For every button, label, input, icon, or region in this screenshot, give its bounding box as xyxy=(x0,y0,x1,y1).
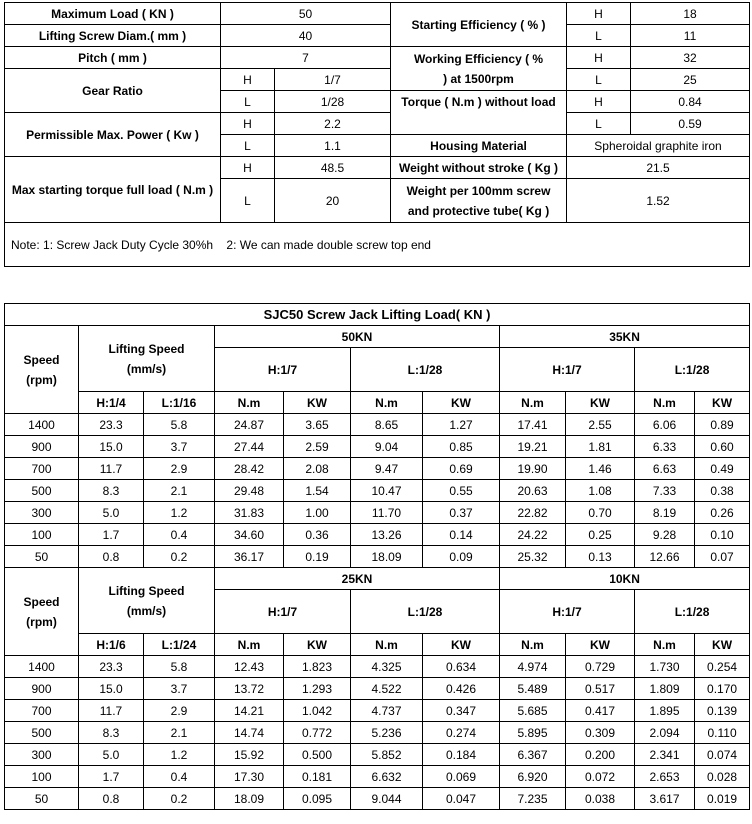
table-row xyxy=(5,700,750,722)
kw-header: KW xyxy=(284,634,351,656)
torque-full-h-key: H xyxy=(221,157,275,179)
table-cell: 2.9 xyxy=(144,700,215,722)
table-cell: 0.110 xyxy=(695,722,750,744)
table-cell: 17.30 xyxy=(215,766,284,788)
table-cell: 12.66 xyxy=(635,546,695,568)
table-cell: 50 xyxy=(5,788,79,810)
table-cell: 1.730 xyxy=(635,656,695,678)
note-text: Note: 1: Screw Jack Duty Cycle 30%h 2: We can made double screw top end xyxy=(5,223,750,267)
table-cell: 2.9 xyxy=(144,458,215,480)
power-h-key: H xyxy=(221,113,275,135)
table-cell: 0.85 xyxy=(423,436,500,458)
table-cell: 6.63 xyxy=(635,458,695,480)
gear-ratio-h-key: H xyxy=(221,69,275,91)
nm-header: N.m xyxy=(500,392,566,414)
table-cell: 5.0 xyxy=(79,744,144,766)
power-label: Permissible Max. Power ( Kw ) xyxy=(5,113,221,157)
table-row xyxy=(5,546,750,568)
table-cell: 8.3 xyxy=(79,722,144,744)
table-cell: 0.2 xyxy=(144,546,215,568)
table-row xyxy=(5,766,750,788)
table-cell: 0.07 xyxy=(695,546,750,568)
table-cell: 1.2 xyxy=(144,744,215,766)
table-cell: 6.06 xyxy=(635,414,695,436)
ratio-l-header: L:1/28 xyxy=(635,348,750,392)
table-cell: 7.235 xyxy=(500,788,566,810)
table-cell: 0.729 xyxy=(566,656,635,678)
kw-header: KW xyxy=(566,392,635,414)
table-cell: 10.47 xyxy=(351,480,423,502)
table-cell: 1.81 xyxy=(566,436,635,458)
table-cell: 28.42 xyxy=(215,458,284,480)
start-eff-label: Starting Efficiency ( % ) xyxy=(391,3,567,47)
screw-diam-label: Lifting Screw Diam.( mm ) xyxy=(5,25,221,47)
weight-label: Weight without stroke ( Kg ) xyxy=(391,157,567,179)
table-cell: 0.181 xyxy=(284,766,351,788)
nm-header: N.m xyxy=(215,392,284,414)
ratio-h-header: H:1/7 xyxy=(215,590,351,634)
table-row xyxy=(5,744,750,766)
torque-full-l-value: 20 xyxy=(275,179,391,223)
table-cell: 0.309 xyxy=(566,722,635,744)
kw-header: KW xyxy=(695,392,750,414)
nm-header: N.m xyxy=(351,392,423,414)
block2-rows xyxy=(5,656,750,810)
block1-rows xyxy=(5,414,750,568)
table-cell: 24.22 xyxy=(500,524,566,546)
table-row xyxy=(5,502,750,524)
table-cell: 18.09 xyxy=(215,788,284,810)
table-cell: 0.38 xyxy=(695,480,750,502)
table-cell: 23.3 xyxy=(79,414,144,436)
weight100-value: 1.52 xyxy=(567,179,750,223)
torque-noload-l-value: 0.59 xyxy=(631,113,750,135)
pitch-label: Pitch ( mm ) xyxy=(5,47,221,69)
table-cell: 5.852 xyxy=(351,744,423,766)
table-cell: 2.341 xyxy=(635,744,695,766)
table-cell: 13.26 xyxy=(351,524,423,546)
power-l-key: L xyxy=(221,135,275,157)
table-cell: 0.8 xyxy=(79,546,144,568)
nm-header: N.m xyxy=(635,634,695,656)
table-cell: 0.095 xyxy=(284,788,351,810)
torque-noload-h-key: H xyxy=(567,91,631,113)
table-cell: 0.072 xyxy=(566,766,635,788)
nm-header: N.m xyxy=(215,634,284,656)
table-cell: 23.3 xyxy=(79,656,144,678)
work-eff-h-key: H xyxy=(567,47,631,69)
table-cell: 15.0 xyxy=(79,436,144,458)
table-row xyxy=(5,414,750,436)
housing-value: Spheroidal graphite iron xyxy=(567,135,750,157)
spec-table xyxy=(4,2,750,267)
table-cell: 0.170 xyxy=(695,678,750,700)
load-25kn-header: 25KN xyxy=(215,568,500,590)
table-cell: 500 xyxy=(5,480,79,502)
table-cell: 11.7 xyxy=(79,700,144,722)
torque-noload-l-key: L xyxy=(567,113,631,135)
table-cell: 0.184 xyxy=(423,744,500,766)
table-cell: 29.48 xyxy=(215,480,284,502)
table-cell: 500 xyxy=(5,722,79,744)
table-cell: 0.038 xyxy=(566,788,635,810)
table-cell: 100 xyxy=(5,524,79,546)
table-cell: 0.274 xyxy=(423,722,500,744)
table-cell: 1.46 xyxy=(566,458,635,480)
table-cell: 0.4 xyxy=(144,766,215,788)
table-cell: 700 xyxy=(5,458,79,480)
gear-ratio-l-value: 1/28 xyxy=(275,91,391,113)
table-cell: 36.17 xyxy=(215,546,284,568)
table-row xyxy=(5,656,750,678)
table-cell: 2.1 xyxy=(144,722,215,744)
table-cell: 1.823 xyxy=(284,656,351,678)
table-cell: 31.83 xyxy=(215,502,284,524)
table-cell: 4.974 xyxy=(500,656,566,678)
table-cell: 8.19 xyxy=(635,502,695,524)
ratio-l-header: L:1/28 xyxy=(351,590,500,634)
table-cell: 25.32 xyxy=(500,546,566,568)
table-cell: 100 xyxy=(5,766,79,788)
table-cell: 1.293 xyxy=(284,678,351,700)
table-cell: 1.895 xyxy=(635,700,695,722)
table-cell: 6.367 xyxy=(500,744,566,766)
kw-header: KW xyxy=(695,634,750,656)
weight-value: 21.5 xyxy=(567,157,750,179)
start-eff-h-value: 18 xyxy=(631,3,750,25)
table-cell: 700 xyxy=(5,700,79,722)
ratio-h-header: H:1/7 xyxy=(500,348,635,392)
kw-header: KW xyxy=(284,392,351,414)
kw-header: KW xyxy=(423,634,500,656)
table-cell: 2.59 xyxy=(284,436,351,458)
speed-header: Speed (rpm) xyxy=(5,568,79,656)
housing-label: Housing Material xyxy=(391,135,567,157)
table-cell: 0.500 xyxy=(284,744,351,766)
torque-full-h-value: 48.5 xyxy=(275,157,391,179)
table-cell: 3.7 xyxy=(144,678,215,700)
table-cell: 6.920 xyxy=(500,766,566,788)
table-cell: 19.90 xyxy=(500,458,566,480)
ratio-h-header: H:1/7 xyxy=(215,348,351,392)
table-cell: 0.89 xyxy=(695,414,750,436)
table-cell: 0.09 xyxy=(423,546,500,568)
gear-ratio-label: Gear Ratio xyxy=(5,69,221,113)
table-cell: 0.14 xyxy=(423,524,500,546)
torque-noload-label: Torque ( N.m ) without load xyxy=(391,91,567,135)
nm-header: N.m xyxy=(351,634,423,656)
table-cell: 4.522 xyxy=(351,678,423,700)
table-cell: 6.632 xyxy=(351,766,423,788)
table-cell: 0.417 xyxy=(566,700,635,722)
table-cell: 2.094 xyxy=(635,722,695,744)
table-row xyxy=(5,480,750,502)
table-cell: 1.27 xyxy=(423,414,500,436)
torque-full-l-key: L xyxy=(221,179,275,223)
table-cell: 0.047 xyxy=(423,788,500,810)
table-cell: 4.737 xyxy=(351,700,423,722)
table-cell: 1400 xyxy=(5,656,79,678)
table-cell: 3.7 xyxy=(144,436,215,458)
table-cell: 1.2 xyxy=(144,502,215,524)
table-row xyxy=(5,524,750,546)
table-cell: 12.43 xyxy=(215,656,284,678)
table-cell: 8.65 xyxy=(351,414,423,436)
table-cell: 0.200 xyxy=(566,744,635,766)
table-row xyxy=(5,458,750,480)
table-cell: 5.489 xyxy=(500,678,566,700)
table-cell: 0.69 xyxy=(423,458,500,480)
ratio-l-header: L:1/28 xyxy=(351,348,500,392)
table-cell: 2.1 xyxy=(144,480,215,502)
table-cell: 11.70 xyxy=(351,502,423,524)
ratio-h-header: H:1/7 xyxy=(500,590,635,634)
work-eff-label: Working Efficiency ( % ) at 1500rpm xyxy=(391,47,567,91)
speed-l-header: L:1/16 xyxy=(144,392,215,414)
speed-l-header: L:1/24 xyxy=(144,634,215,656)
table-cell: 22.82 xyxy=(500,502,566,524)
lifting-load-table xyxy=(4,303,750,810)
table-cell: 0.10 xyxy=(695,524,750,546)
kw-header: KW xyxy=(423,392,500,414)
gear-ratio-h-value: 1/7 xyxy=(275,69,391,91)
table-cell: 15.0 xyxy=(79,678,144,700)
table-cell: 900 xyxy=(5,436,79,458)
speed-header: Speed (rpm) xyxy=(5,326,79,414)
table-cell: 0.139 xyxy=(695,700,750,722)
table-cell: 0.074 xyxy=(695,744,750,766)
table-cell: 0.13 xyxy=(566,546,635,568)
table-cell: 0.60 xyxy=(695,436,750,458)
table-row xyxy=(5,788,750,810)
load-10kn-header: 10KN xyxy=(500,568,750,590)
lifting-speed-header: Lifting Speed (mm/s) xyxy=(79,568,215,634)
table-cell: 1.54 xyxy=(284,480,351,502)
table-cell: 0.25 xyxy=(566,524,635,546)
power-l-value: 1.1 xyxy=(275,135,391,157)
lifting-speed-header: Lifting Speed (mm/s) xyxy=(79,326,215,392)
table-cell: 5.685 xyxy=(500,700,566,722)
table-cell: 1400 xyxy=(5,414,79,436)
gear-ratio-l-key: L xyxy=(221,91,275,113)
max-load-value: 50 xyxy=(221,3,391,25)
table-cell: 0.347 xyxy=(423,700,500,722)
table-row xyxy=(5,436,750,458)
table-cell: 1.7 xyxy=(79,524,144,546)
table-cell: 300 xyxy=(5,744,79,766)
table-cell: 6.33 xyxy=(635,436,695,458)
table-cell: 5.8 xyxy=(144,656,215,678)
nm-header: N.m xyxy=(500,634,566,656)
table-cell: 0.49 xyxy=(695,458,750,480)
table-cell: 1.00 xyxy=(284,502,351,524)
torque-noload-h-value: 0.84 xyxy=(631,91,750,113)
table-cell: 1.08 xyxy=(566,480,635,502)
table-cell: 19.21 xyxy=(500,436,566,458)
table-cell: 1.042 xyxy=(284,700,351,722)
table-cell: 900 xyxy=(5,678,79,700)
table-cell: 9.47 xyxy=(351,458,423,480)
nm-header: N.m xyxy=(635,392,695,414)
table-cell: 27.44 xyxy=(215,436,284,458)
table-cell: 1.7 xyxy=(79,766,144,788)
table-cell: 20.63 xyxy=(500,480,566,502)
table-cell: 0.2 xyxy=(144,788,215,810)
table-cell: 2.08 xyxy=(284,458,351,480)
table-cell: 0.55 xyxy=(423,480,500,502)
table-cell: 5.0 xyxy=(79,502,144,524)
table-cell: 300 xyxy=(5,502,79,524)
load-50kn-header: 50KN xyxy=(215,326,500,348)
screw-diam-value: 40 xyxy=(221,25,391,47)
table-cell: 7.33 xyxy=(635,480,695,502)
table-cell: 15.92 xyxy=(215,744,284,766)
table-cell: 50 xyxy=(5,546,79,568)
table-cell: 0.70 xyxy=(566,502,635,524)
table-row xyxy=(5,678,750,700)
load-35kn-header: 35KN xyxy=(500,326,750,348)
table-cell: 9.28 xyxy=(635,524,695,546)
table-cell: 17.41 xyxy=(500,414,566,436)
power-h-value: 2.2 xyxy=(275,113,391,135)
table-cell: 0.19 xyxy=(284,546,351,568)
table-cell: 0.517 xyxy=(566,678,635,700)
table-cell: 0.254 xyxy=(695,656,750,678)
table-cell: 3.617 xyxy=(635,788,695,810)
table-cell: 11.7 xyxy=(79,458,144,480)
table-cell: 0.634 xyxy=(423,656,500,678)
kw-header: KW xyxy=(566,634,635,656)
pitch-value: 7 xyxy=(221,47,391,69)
table-cell: 0.069 xyxy=(423,766,500,788)
table-cell: 0.37 xyxy=(423,502,500,524)
table-cell: 14.74 xyxy=(215,722,284,744)
start-eff-l-key: L xyxy=(567,25,631,47)
table-cell: 3.65 xyxy=(284,414,351,436)
weight100-label: Weight per 100mm screw and protective tube( Kg ) xyxy=(391,179,567,223)
table-cell: 5.236 xyxy=(351,722,423,744)
table-cell: 5.895 xyxy=(500,722,566,744)
table-cell: 0.028 xyxy=(695,766,750,788)
speed-h-header: H:1/6 xyxy=(79,634,144,656)
table-cell: 1.809 xyxy=(635,678,695,700)
work-eff-l-key: L xyxy=(567,69,631,91)
start-eff-h-key: H xyxy=(567,3,631,25)
table-row xyxy=(5,722,750,744)
table-cell: 0.4 xyxy=(144,524,215,546)
table-cell: 0.426 xyxy=(423,678,500,700)
table-cell: 24.87 xyxy=(215,414,284,436)
work-eff-h-value: 32 xyxy=(631,47,750,69)
table-cell: 0.36 xyxy=(284,524,351,546)
table-cell: 5.8 xyxy=(144,414,215,436)
table-cell: 2.55 xyxy=(566,414,635,436)
table-cell: 9.04 xyxy=(351,436,423,458)
table-cell: 0.26 xyxy=(695,502,750,524)
ratio-l-header: L:1/28 xyxy=(635,590,750,634)
table-cell: 18.09 xyxy=(351,546,423,568)
table-cell: 34.60 xyxy=(215,524,284,546)
work-eff-l-value: 25 xyxy=(631,69,750,91)
table-cell: 2.653 xyxy=(635,766,695,788)
table-cell: 0.772 xyxy=(284,722,351,744)
table-cell: 13.72 xyxy=(215,678,284,700)
max-load-label: Maximum Load ( KN ) xyxy=(5,3,221,25)
load-table-title: SJC50 Screw Jack Lifting Load( KN ) xyxy=(5,304,750,326)
start-eff-l-value: 11 xyxy=(631,25,750,47)
table-cell: 9.044 xyxy=(351,788,423,810)
table-cell: 0.019 xyxy=(695,788,750,810)
table-cell: 0.8 xyxy=(79,788,144,810)
speed-h-header: H:1/4 xyxy=(79,392,144,414)
table-cell: 14.21 xyxy=(215,700,284,722)
table-cell: 4.325 xyxy=(351,656,423,678)
table-cell: 8.3 xyxy=(79,480,144,502)
torque-full-label: Max starting torque full load ( N.m ) xyxy=(5,157,221,223)
